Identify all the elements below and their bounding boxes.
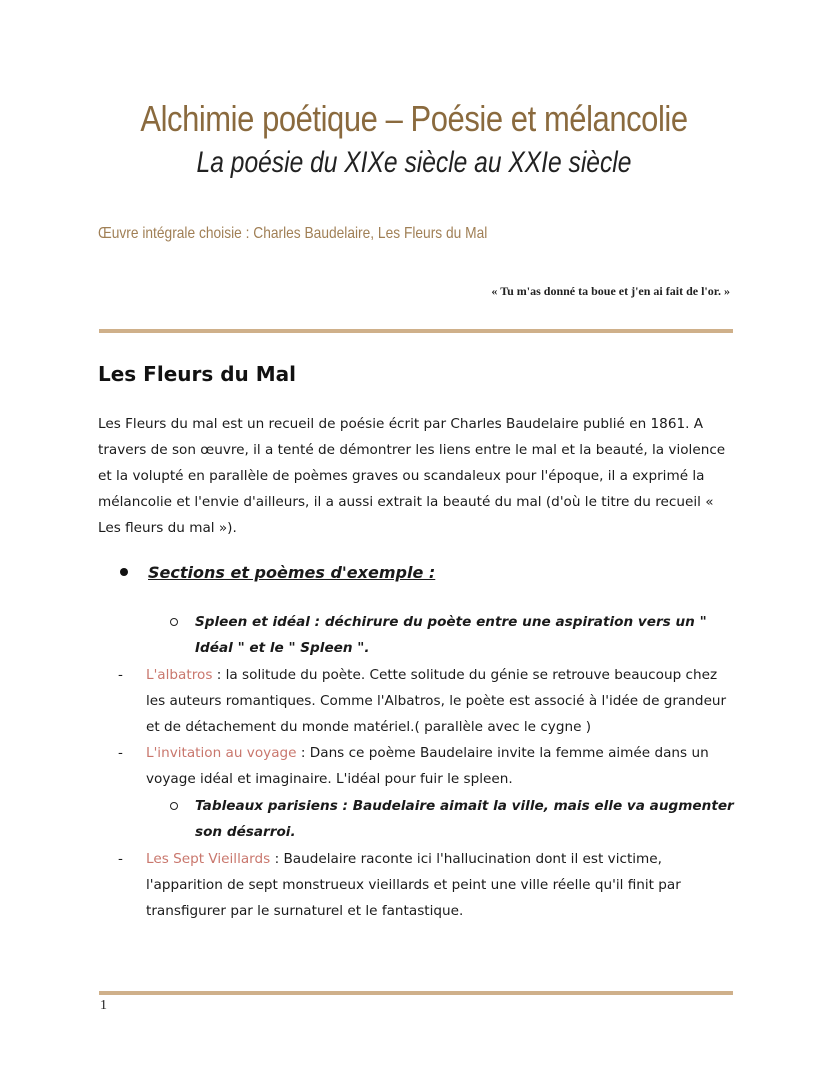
document-title: Alchimie poétique – Poésie et mélancolie — [140, 98, 688, 139]
page-number: 1 — [100, 998, 107, 1013]
poem-item-sept-vieillards — [118, 846, 728, 924]
circle-bullet-icon — [170, 618, 178, 626]
poem-description: : la solitude du poète. Cette solitude du génie se retrouve beaucoup chez les auteurs romantiques. Comme l'Albatros, le poète est associé à l'idée de grandeur et de détachement du monde matériel.( parallèle avec le cygne ) — [146, 667, 727, 735]
poem-description: : Baudelaire raconte ici l'hallucination dont il est victime, l'apparition de sept monstrueux vieillards et peint une ville réelle qu'il finit par transfigurer par le surnaturel et le fantastique. — [146, 851, 681, 919]
subsection-title: Tableaux parisiens : Baudelaire aimait la ville, mais elle va augmenter son désarroi. — [195, 798, 734, 840]
document-subtitle: La poésie du XIXe siècle au XXIe siècle — [196, 146, 632, 179]
section-heading: Les Fleurs du Mal — [98, 362, 296, 386]
footer-divider — [99, 991, 733, 995]
subsection-tableaux — [170, 793, 740, 845]
intro-paragraph: Les Fleurs du mal est un recueil de poésie écrit par Charles Baudelaire publié en 1861. A travers de son œuvre, il a tenté de démontrer les liens entre le mal et la beauté, la violence et la volupté en parallèle de poèmes graves ou scandaleux pour l'époque, il a exprimé la mélancolie et l'envie d'ailleurs, il a aussi extrait la beauté du mal (d'où le titre du recueil « Les fleurs du mal »). — [98, 416, 726, 536]
subsection-title: Spleen et idéal : déchirure du poète entre une aspiration vers un " Idéal " et le " Spleen ". — [195, 614, 707, 656]
poem-description: : Dans ce poème Baudelaire invite la femme aimée dans un voyage idéal et imaginaire. L'idéal pour fuir le spleen. — [146, 745, 709, 787]
poem-link[interactable]: L'invitation au voyage — [146, 745, 297, 761]
dash-marker: - — [118, 667, 123, 683]
oeuvre-line: Œuvre intégrale choisie : Charles Baudelaire, Les Fleurs du Mal — [98, 225, 488, 242]
circle-bullet-icon — [170, 802, 178, 810]
poem-item-albatros — [118, 662, 728, 740]
header-divider — [99, 329, 733, 333]
epigraph-quote: « Tu m'as donné ta boue et j'en ai fait de l'or. » — [491, 284, 730, 298]
list-heading — [120, 563, 435, 582]
dash-marker: - — [118, 851, 123, 867]
list-heading-text: Sections et poèmes d'exemple : — [148, 563, 436, 582]
dash-marker: - — [118, 745, 123, 761]
bullet-icon — [120, 568, 128, 576]
poem-link[interactable]: L'albatros — [146, 667, 213, 683]
poem-item-invitation — [118, 740, 728, 792]
poem-link[interactable]: Les Sept Vieillards — [146, 851, 271, 867]
subsection-spleen — [170, 609, 740, 661]
